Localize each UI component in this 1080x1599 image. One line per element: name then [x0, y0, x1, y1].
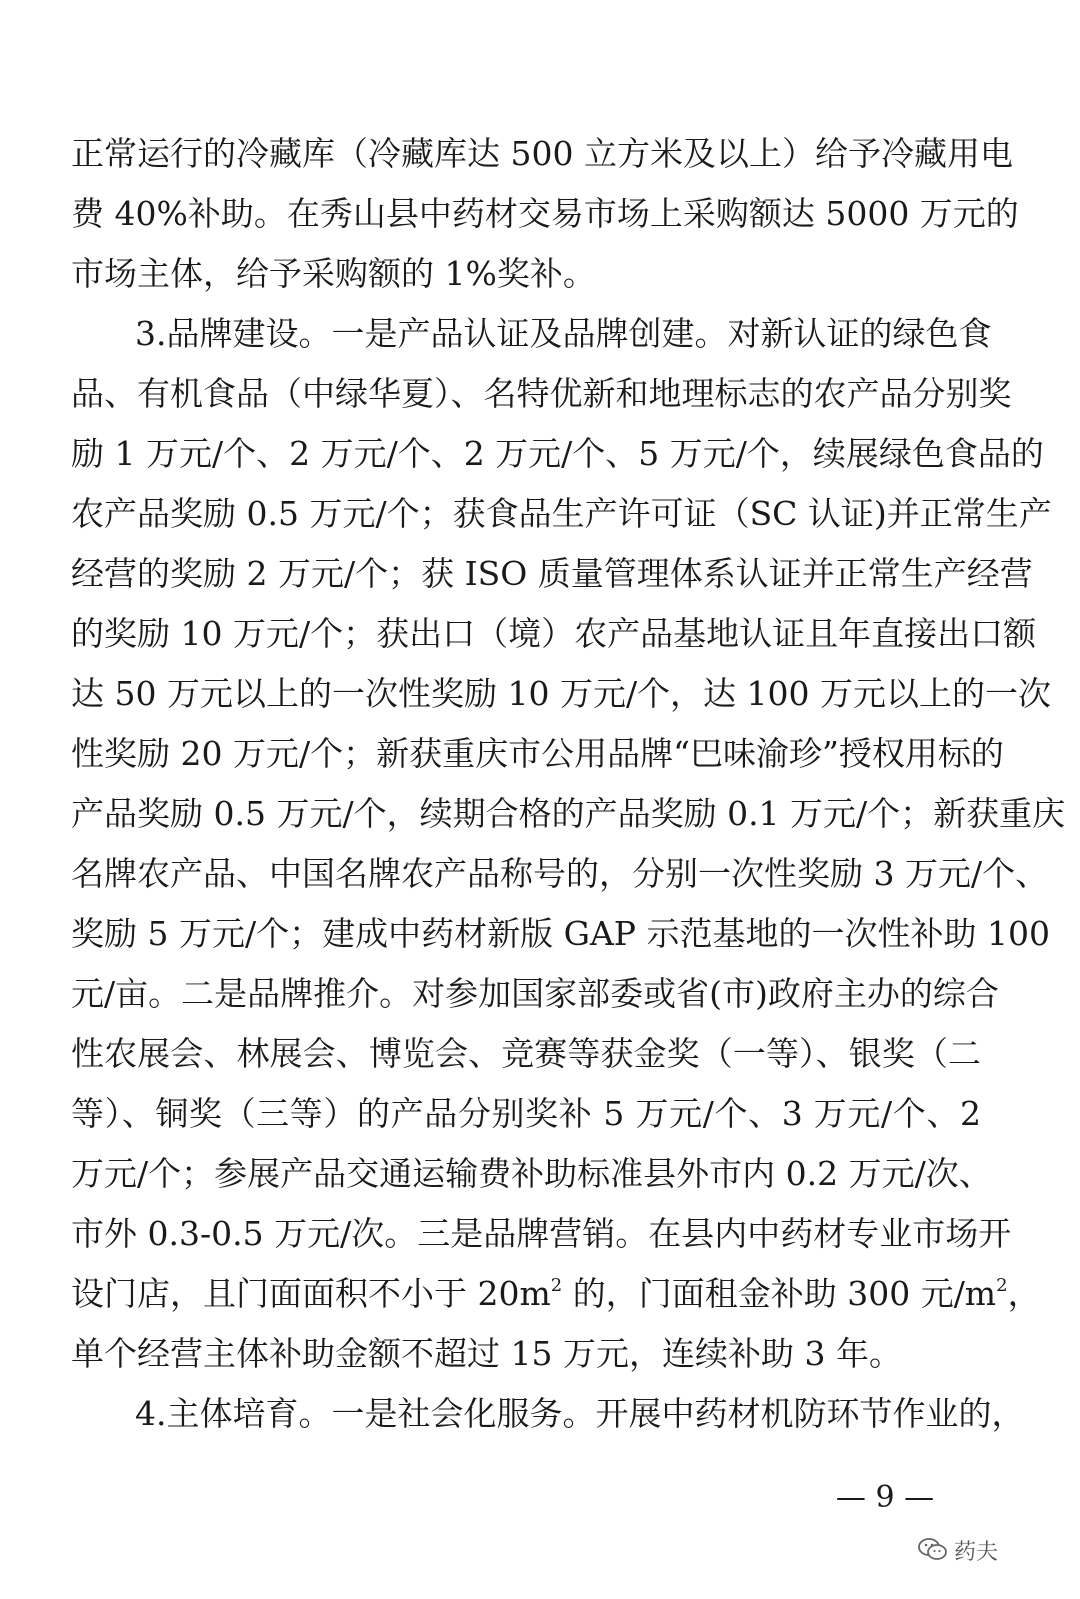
superscript: 2: [550, 1275, 563, 1296]
body-line: 万元/个；参展产品交通运输费补助标准县外市内 0.2 万元/次、: [71, 1154, 992, 1193]
body-line: 经营的奖励 2 万元/个；获 ISO 质量管理体系认证并正常生产经营: [71, 554, 1033, 593]
body-text: ，: [1007, 1274, 1041, 1313]
wechat-icon: [918, 1537, 948, 1563]
watermark-label: 药夫: [954, 1539, 999, 1565]
body-line: 性奖励 20 万元/个；新获重庆市公用品牌“巴味渝珍”授权用标的: [71, 734, 1004, 773]
body-line: 元/亩。二是品牌推介。对参加国家部委或省(市)政府主办的综合: [71, 974, 999, 1013]
body-line: 品、有机食品（中绿华夏）、名特优新和地理标志的农产品分别奖: [71, 374, 1012, 413]
body-line: 等）、铜奖（三等）的产品分别奖补 5 万元/个、3 万元/个、2: [71, 1094, 981, 1133]
body-line: 名牌农产品、中国名牌农产品称号的，分别一次性奖励 3 万元/个、: [71, 854, 1049, 893]
body-text: 的，门面租金补助 300 元/m: [562, 1274, 997, 1313]
body-line-with-superscript: [71, 1264, 1041, 1324]
body-text: 设门店，且门面面积不小于 20m: [71, 1274, 551, 1313]
superscript: 2: [996, 1275, 1008, 1296]
body-line: 奖励 5 万元/个；建成中药材新版 GAP 示范基地的一次性补助 100: [71, 914, 1050, 953]
body-line: 农产品奖励 0.5 万元/个；获食品生产许可证（SC 认证)并正常生产: [71, 494, 1052, 533]
body-line: 市外 0.3-0.5 万元/次。三是品牌营销。在县内中药材专业市场开: [71, 1214, 1012, 1253]
body-line: 性农展会、林展会、博览会、竞赛等获金奖（一等）、银奖（二: [71, 1034, 981, 1073]
page-number: — 9 —: [835, 1480, 935, 1515]
body-line: 产品奖励 0.5 万元/个，续期合格的产品奖励 0.1 万元/个；新获重庆: [71, 794, 1066, 833]
body-line: 达 50 万元以上的一次性奖励 10 万元/个，达 100 万元以上的一次: [71, 674, 1052, 713]
body-line: 单个经营主体补助金额不超过 15 万元，连续补助 3 年。: [71, 1334, 902, 1373]
body-line: 的奖励 10 万元/个；获出口（境）农产品基地认证且年直接出口额: [71, 614, 1037, 653]
body-line: 4.主体培育。一是社会化服务。开展中药材机防环节作业的，: [135, 1394, 1025, 1433]
watermark: [918, 1533, 998, 1567]
body-line: 励 1 万元/个、2 万元/个、2 万元/个、5 万元/个，续展绿色食品的: [71, 434, 1044, 473]
body-line: 市场主体，给予采购额的 1%奖补。: [71, 254, 596, 293]
body-line: 正常运行的冷藏库（冷藏库达 500 立方米及以上）给予冷藏用电: [71, 134, 1013, 173]
body-line: 3.品牌建设。一是产品认证及品牌创建。对新认证的绿色食: [135, 314, 992, 353]
body-line: 费 40%补助。在秀山县中药材交易市场上采购额达 5000 万元的: [71, 194, 1019, 233]
